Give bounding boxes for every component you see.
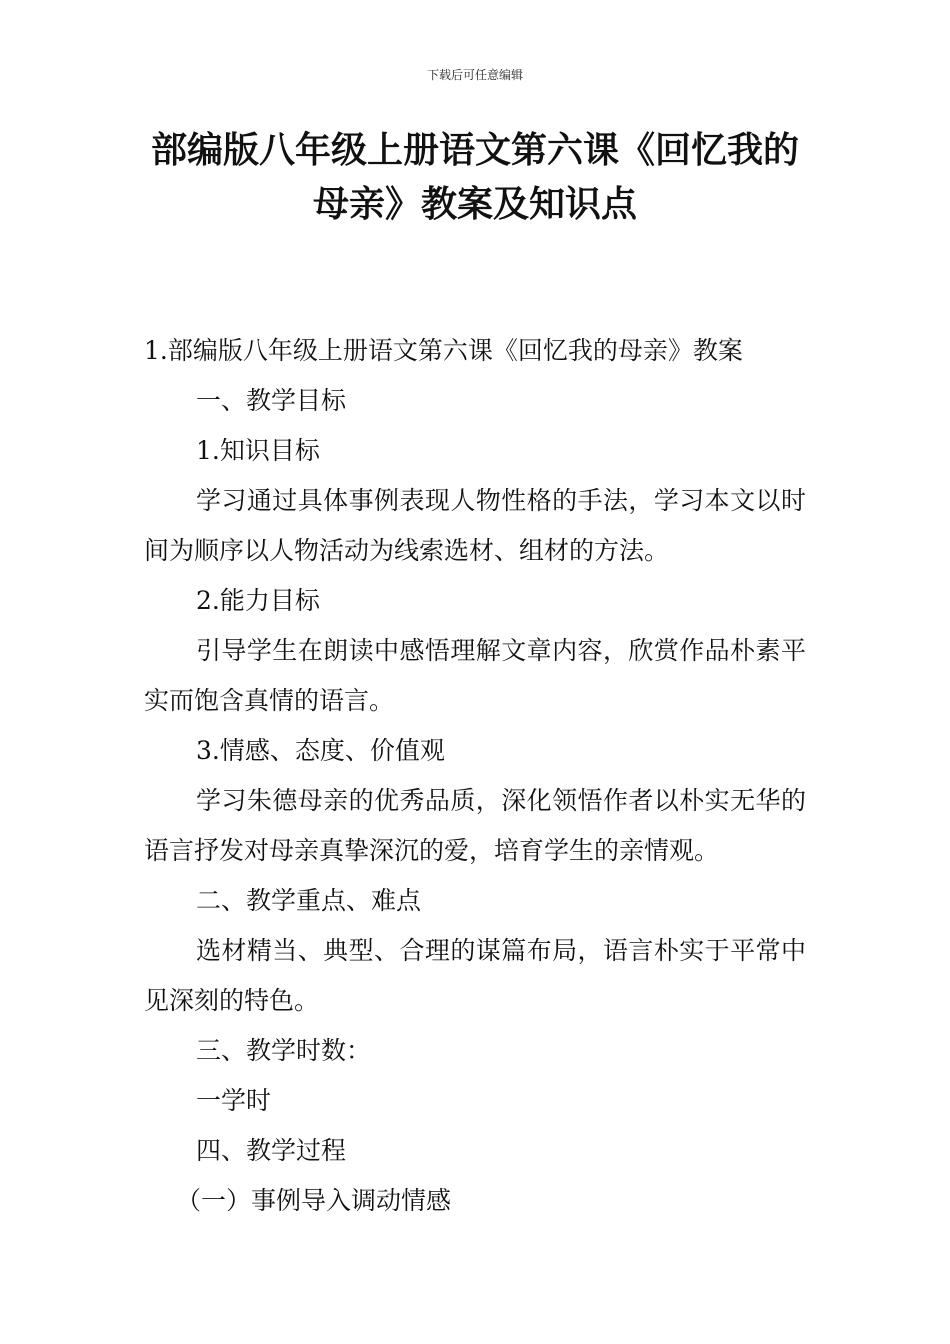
subsection-heading: 1.知识目标 (196, 436, 320, 465)
document-title-line-1: 部编版八年级上册语文第六课《回忆我的 (150, 130, 799, 171)
section-heading: 二、教学重点、难点 (196, 886, 422, 915)
section-heading: 三、教学时数： (196, 1036, 372, 1065)
header-note: 下载后可任意编辑 (426, 68, 523, 82)
subsection-heading: 2.能力目标 (196, 586, 320, 615)
paragraph: 一学时 (196, 1086, 272, 1115)
section-heading-main: 1.部编版八年级上册语文第六课《回忆我的母亲》教案 (144, 336, 743, 365)
subsection-heading: 3.情感、态度、价值观 (196, 736, 445, 765)
document-body (144, 326, 806, 1226)
document-title (100, 124, 850, 232)
document-title-line-2: 母亲》教案及知识点 (312, 184, 637, 225)
section-heading: 四、教学过程 (196, 1136, 347, 1165)
paragraph: 引导学生在朗读中感悟理解文章内容，欣赏作品朴素平实而饱含真情的语言。 (144, 636, 806, 715)
paragraph: 学习朱德母亲的优秀品质，深化领悟作者以朴实无华的语言抒发对母亲真挚深沉的爱，培育学生的亲情观。 (144, 786, 806, 865)
paragraph: 学习通过具体事例表现人物性格的手法，学习本文以时间为顺序以人物活动为线索选材、组材的方法。 (144, 486, 806, 565)
subsection-heading: （一）事例导入调动情感 (176, 1186, 452, 1215)
section-heading: 一、教学目标 (196, 386, 347, 415)
paragraph: 选材精当、典型、合理的谋篇布局，语言朴实于平常中见深刻的特色。 (144, 936, 806, 1015)
